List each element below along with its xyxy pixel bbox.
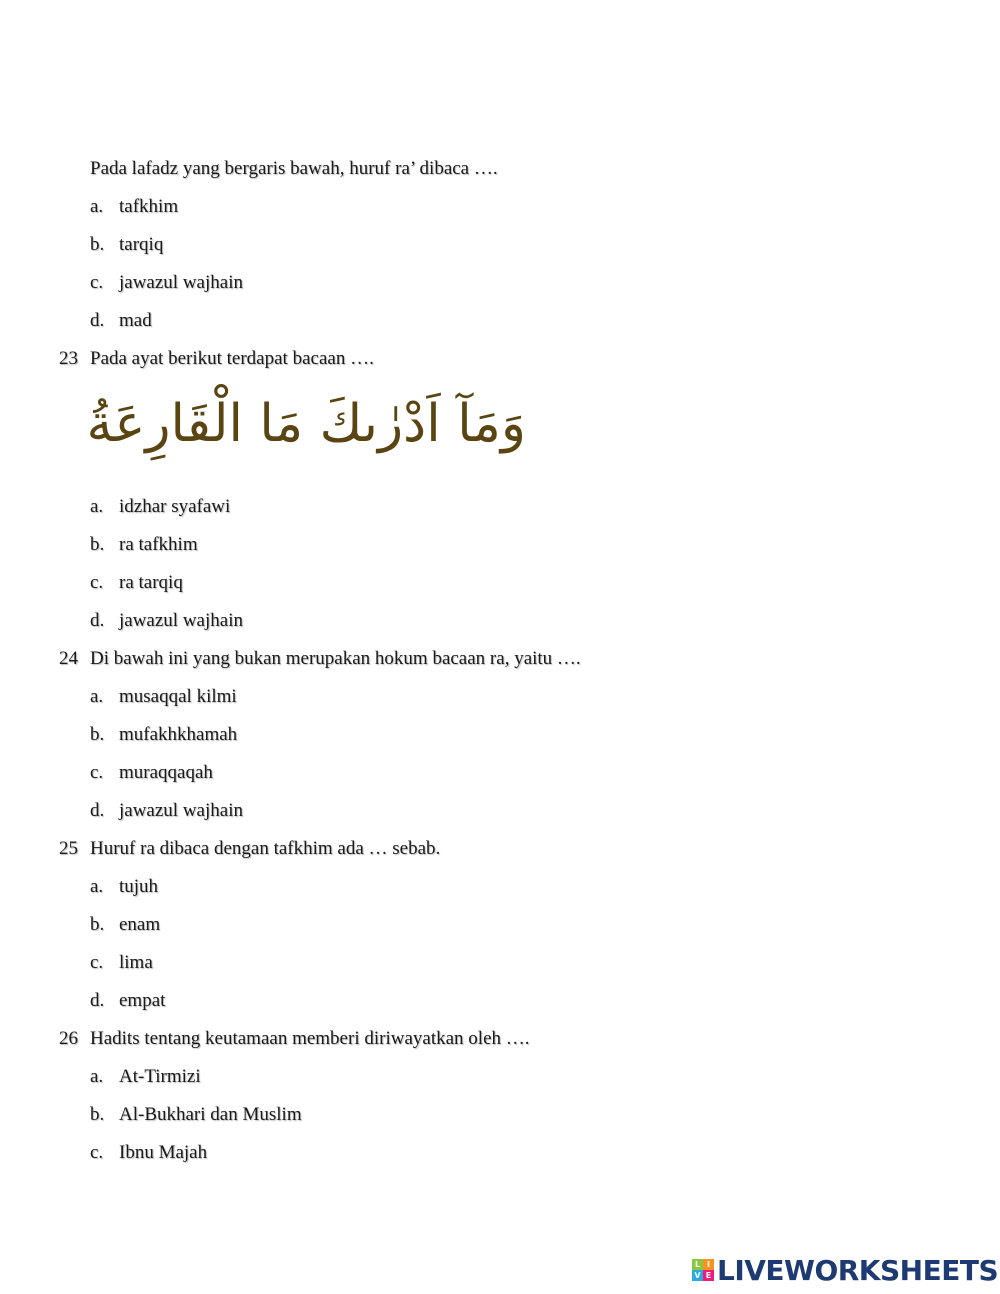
option-letter: a. (90, 876, 104, 897)
question-number: 26 (59, 1028, 78, 1049)
option-letter: d. (90, 990, 105, 1011)
option-text: ra tarqiq (119, 572, 183, 593)
option-text: mufakhkhamah (119, 724, 238, 745)
option-letter: b. (90, 724, 105, 745)
option-text: Ibnu Majah (119, 1142, 208, 1163)
option-letter: b. (90, 534, 105, 555)
logo-mark-cell: V (692, 1270, 703, 1281)
question-22-stem: Pada lafadz yang bergaris bawah, huruf ra’ dibaca …. (90, 158, 498, 179)
question-number: 24 (59, 648, 78, 669)
question-number: 25 (59, 838, 78, 859)
option-text: muraqqaqah (119, 762, 213, 783)
option-text: tujuh (119, 876, 159, 897)
option-letter: b. (90, 1104, 105, 1125)
question-26-stem: Hadits tentang keutamaan memberi diriwayatkan oleh …. (90, 1028, 530, 1049)
option-text: lima (119, 952, 153, 973)
option-text: tafkhim (119, 196, 179, 217)
option-text: jawazul wajhain (119, 800, 243, 821)
option-letter: c. (90, 572, 104, 593)
option-letter: c. (90, 1142, 104, 1163)
option-letter: c. (90, 952, 104, 973)
option-text: Al-Bukhari dan Muslim (119, 1104, 302, 1125)
option-letter: b. (90, 914, 105, 935)
question-23-stem: Pada ayat berikut terdapat bacaan …. (90, 348, 374, 369)
option-text: At-Tirmizi (119, 1066, 201, 1087)
logo-text: LIVEWORKSHEETS (717, 1253, 999, 1287)
option-text: idzhar syafawi (119, 496, 231, 517)
question-24-stem: Di bawah ini yang bukan merupakan hokum bacaan ra, yaitu …. (90, 648, 581, 669)
arabic-verse: وَمَآ اَدْرٰىكَ مَا الْقَارِعَةُ (86, 394, 526, 454)
option-letter: a. (90, 496, 104, 517)
option-letter: d. (90, 310, 105, 331)
option-letter: c. (90, 762, 104, 783)
option-text: musaqqal kilmi (119, 686, 237, 707)
logo-mark-cell: L (692, 1259, 703, 1270)
liveworksheets-mark-icon (692, 1259, 714, 1281)
question-number: 23 (59, 348, 78, 369)
option-letter: c. (90, 272, 104, 293)
option-text: empat (119, 990, 166, 1011)
option-letter: a. (90, 196, 104, 217)
option-text: jawazul wajhain (119, 272, 243, 293)
option-text: mad (119, 310, 152, 331)
option-text: jawazul wajhain (119, 610, 243, 631)
option-text: enam (119, 914, 161, 935)
question-25-stem: Huruf ra dibaca dengan tafkhim ada … sebab. (90, 838, 441, 859)
option-letter: d. (90, 610, 105, 631)
liveworksheets-logo[interactable] (692, 1252, 998, 1288)
option-text: ra tafkhim (119, 534, 198, 555)
logo-mark-cell: I (703, 1259, 714, 1270)
option-letter: a. (90, 686, 104, 707)
option-text: tarqiq (119, 234, 164, 255)
option-letter: d. (90, 800, 105, 821)
option-letter: b. (90, 234, 105, 255)
option-letter: a. (90, 1066, 104, 1087)
logo-mark-cell: E (703, 1270, 714, 1281)
